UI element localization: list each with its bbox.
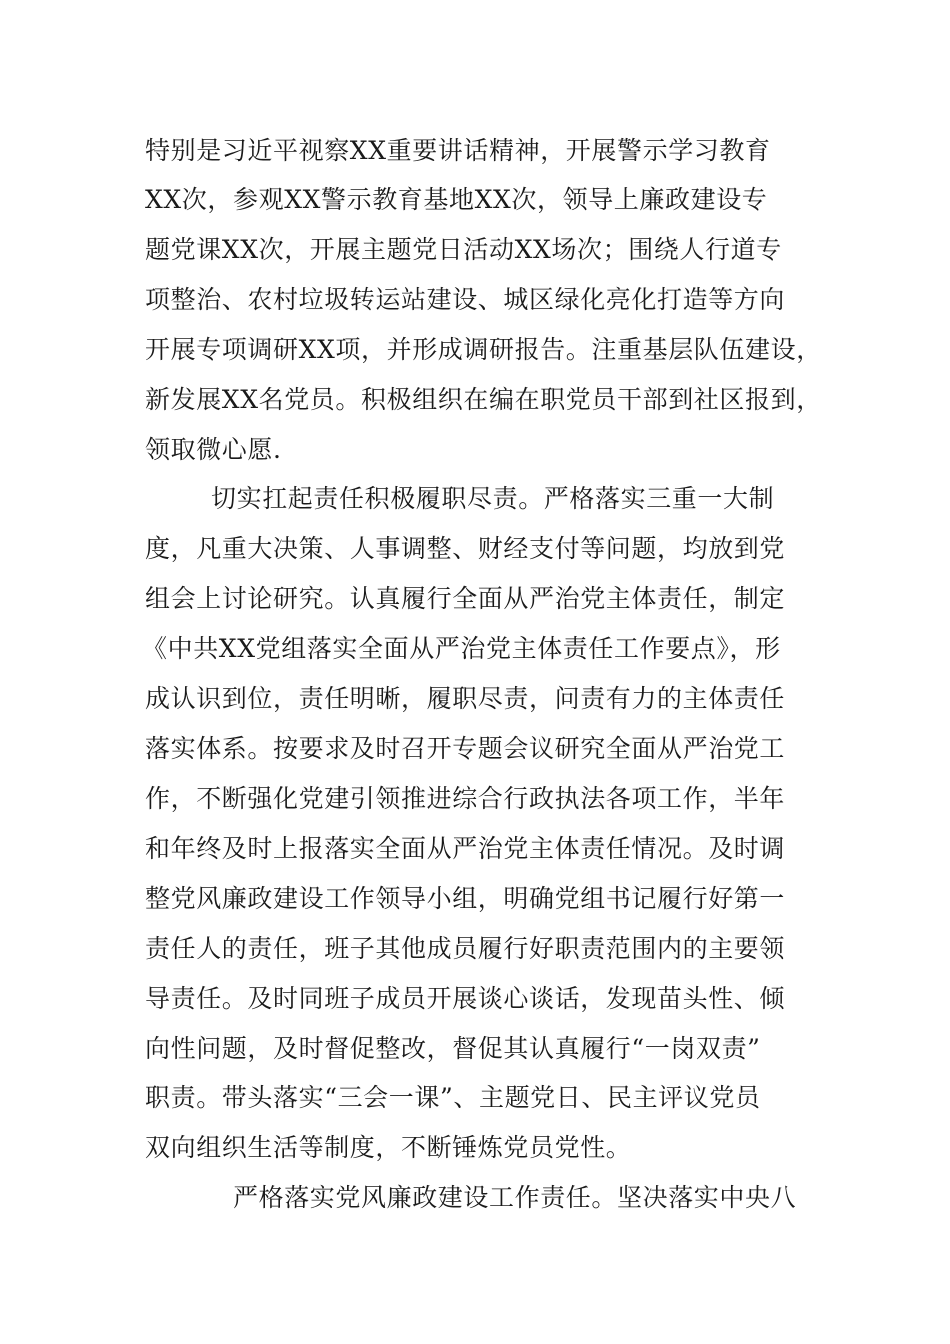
paragraph-first-line: 严格落实党风廉政建设工作责任。坚决落实中央八 bbox=[233, 1183, 797, 1212]
text-line: 开展专项调研XX项，并形成调研报告。注重基层队伍建设， bbox=[145, 335, 822, 364]
text-line: XX次，参观XX警示教育基地XX次，领导上廉政建设专 bbox=[145, 185, 768, 214]
text-line: 落实体系。按要求及时召开专题会议研究全面从严治党工 bbox=[145, 734, 786, 763]
text-line: 题党课XX次，开展主题党日活动XX场次；围绕人行道专 bbox=[145, 235, 782, 264]
text-line: 特别是习近平视察XX重要讲话精神，开展警示学习教育 bbox=[145, 136, 771, 165]
text-line: 组会上讨论研究。认真履行全面从严治党主体责任，制定 bbox=[145, 584, 786, 613]
paragraph-first-line: 切实扛起责任积极履职尽责。严格落实三重一大制 bbox=[211, 484, 775, 513]
text-line: 导责任。及时同班子成员开展谈心谈话，发现苗头性、倾 bbox=[145, 984, 786, 1013]
text-line: 责任人的责任，班子其他成员履行好职责范围内的主要领 bbox=[145, 934, 786, 963]
text-line: 向性问题，及时督促整改，督促其认真履行“一岗双责” bbox=[145, 1034, 761, 1063]
text-line: 成认识到位，责任明晰，履职尽责，问责有力的主体责任 bbox=[145, 684, 786, 713]
text-line: 项整治、农村垃圾转运站建设、城区绿化亮化打造等方向 bbox=[145, 285, 786, 314]
text-line: 双向组织生活等制度，不断锤炼党员党性。 bbox=[145, 1133, 632, 1162]
text-line: 新发展XX名党员。积极组织在编在职党员干部到社区报到， bbox=[145, 385, 822, 414]
text-line: 整党风廉政建设工作领导小组，明确党组书记履行好第一 bbox=[145, 884, 786, 913]
text-line: 度，凡重大决策、人事调整、财经支付等问题，均放到党 bbox=[145, 534, 786, 563]
text-line: 和年终及时上报落实全面从严治党主体责任情况。及时调 bbox=[145, 834, 786, 863]
text-line: 《中共XX党组落实全面从严治党主体责任工作要点》，形 bbox=[142, 634, 781, 663]
text-line: 职责。带头落实“三会一课”、主题党日、民主评议党员 bbox=[145, 1083, 761, 1112]
text-line: 领取微心愿. bbox=[145, 435, 282, 464]
text-line: 作，不断强化党建引领推进综合行政执法各项工作，半年 bbox=[145, 784, 786, 813]
